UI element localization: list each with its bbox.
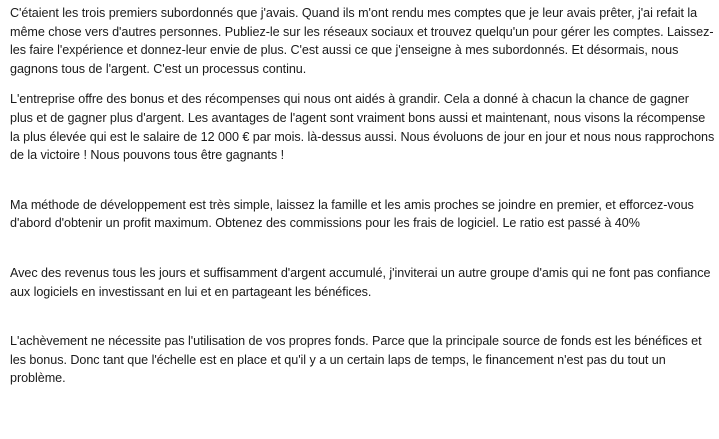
paragraph-subordinates: C'étaient les trois premiers subordonnés que j'avais. Quand ils m'ont rendu mes comptes que je leur avais prêter, j'ai refait la même chose vers d'autres personnes. Publiez-le sur les réseaux sociaux et trouvez quelqu'un pour gérer les comptes. Laissez-les faire l'expérience et donnez-leur envie de plus. C'est aussi ce que j'enseigne à mes subordonnés. Et désormais, nous gagnons tous de l'argent. C'est un processus continu. (10, 6, 714, 76)
paragraph-spacer (10, 165, 715, 196)
paragraph-funding: L'achèvement ne nécessite pas l'utilisation de vos propres fonds. Parce que la principale source de fonds est les bénéfices et les bonus. Donc tant que l'échelle est en place et qu'il y a un certain laps de temps, le financement n'est pas du tout un problème. (10, 334, 702, 386)
paragraph-daily-income: Avec des revenus tous les jours et suffisamment d'argent accumulé, j'inviterai un autre groupe d'amis qui ne font pas confiance aux logiciels en investissant en lui et en partageant les bénéfices. (10, 265, 711, 299)
paragraph-spacer (10, 78, 715, 90)
paragraph-development-method: Ma méthode de développement est très simple, laissez la famille et les amis proches se joindre en premier, et efforcez-vous d'abord d'obtenir un profit maximum. Obtenez des commissions pour les frais de logiciel. Le ratio est passé à 40% (10, 197, 694, 231)
paragraph-bonus-rewards: L'entreprise offre des bonus et des récompenses qui nous ont aidés à grandir. Cela a donné à chacun la chance de gagner plus et de gagner plus d'argent. Les avantages de l'agent sont vraiment bons aussi et maintenant, nous visons la récompense la plus élevée qui est le salaire de 12 000 € par mois. là-dessus aussi. Nous évoluons de jour en jour et nous nous rapprochons de la victoire ! Nous pouvons tous être gagnants ! (10, 92, 715, 163)
paragraph-spacer (10, 301, 715, 332)
document-body (10, 4, 715, 388)
paragraph-spacer (10, 233, 715, 264)
